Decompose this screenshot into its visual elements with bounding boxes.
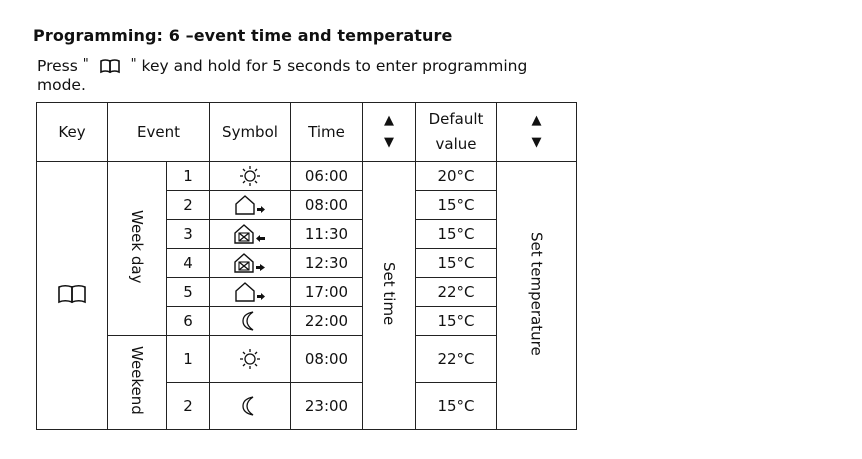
symbol-cell xyxy=(210,383,291,430)
return-home-icon xyxy=(210,223,290,245)
temp-cell: 15°C xyxy=(416,307,497,336)
header-row xyxy=(37,103,577,162)
moon-icon xyxy=(210,310,290,332)
temp-cell: 20°C xyxy=(416,162,497,191)
time-cell: 08:00 xyxy=(291,191,363,220)
event-num: 6 xyxy=(167,307,210,336)
temp-cell: 15°C xyxy=(416,220,497,249)
time-cell: 06:00 xyxy=(291,162,363,191)
weekend-group xyxy=(108,336,167,430)
symbol-cell xyxy=(210,220,291,249)
header-time-arrows xyxy=(363,103,416,162)
event-num: 5 xyxy=(167,278,210,307)
time-cell: 17:00 xyxy=(291,278,363,307)
weekend-label: Weekend xyxy=(128,346,146,415)
event-num: 2 xyxy=(167,191,210,220)
intro-text xyxy=(37,57,537,93)
weekday-label: Week day xyxy=(128,209,146,284)
header-symbol: Symbol xyxy=(210,103,291,162)
temp-cell: 15°C xyxy=(416,191,497,220)
table-row xyxy=(37,336,577,383)
set-temperature-cell xyxy=(497,162,577,430)
symbol-cell xyxy=(210,191,291,220)
event-num: 1 xyxy=(167,336,210,383)
temp-cell: 15°C xyxy=(416,249,497,278)
weekday-group xyxy=(108,162,167,336)
header-key: Key xyxy=(37,103,108,162)
event-num: 4 xyxy=(167,249,210,278)
time-cell: 08:00 xyxy=(291,336,363,383)
leave-home-icon xyxy=(210,194,290,216)
header-default-line1: Default xyxy=(428,110,484,128)
symbol-cell xyxy=(210,162,291,191)
page-title: Programming: 6 –event time and temperature xyxy=(33,26,453,45)
symbol-cell xyxy=(210,249,291,278)
header-temp-arrows xyxy=(497,103,577,162)
leave-return-home-icon xyxy=(210,252,290,274)
set-time-cell xyxy=(363,162,416,430)
event-num: 2 xyxy=(167,383,210,430)
time-cell: 12:30 xyxy=(291,249,363,278)
arrow-up-icon: ▲ xyxy=(384,113,394,128)
sun-icon xyxy=(210,165,290,187)
book-icon xyxy=(57,284,87,308)
temp-cell: 22°C xyxy=(416,336,497,383)
key-cell xyxy=(37,162,108,430)
time-cell: 23:00 xyxy=(291,383,363,430)
header-default-line2: value xyxy=(435,135,477,153)
symbol-cell xyxy=(210,336,291,383)
symbol-cell xyxy=(210,278,291,307)
symbol-cell xyxy=(210,307,291,336)
quote-close: " xyxy=(130,57,137,72)
leave-home-icon xyxy=(210,281,290,303)
event-num: 1 xyxy=(167,162,210,191)
time-cell: 22:00 xyxy=(291,307,363,336)
arrow-down-icon: ▼ xyxy=(531,135,542,150)
arrow-down-icon: ▼ xyxy=(384,135,394,150)
moon-icon xyxy=(210,395,290,417)
header-time: Time xyxy=(291,103,363,162)
intro-after: key and hold for 5 seconds to enter programming xyxy=(141,57,528,75)
header-default xyxy=(416,103,497,162)
arrow-up-icon: ▲ xyxy=(531,113,542,128)
intro-line2: mode. xyxy=(37,76,86,94)
program-table xyxy=(36,102,577,430)
time-cell: 11:30 xyxy=(291,220,363,249)
header-event: Event xyxy=(108,103,210,162)
set-temperature-label: Set temperature xyxy=(527,231,546,356)
sun-icon xyxy=(210,348,290,370)
temp-cell: 15°C xyxy=(416,383,497,430)
quote-open: " xyxy=(82,57,89,72)
set-time-label: Set time xyxy=(380,261,398,326)
intro-press: Press xyxy=(37,57,78,75)
book-icon xyxy=(99,58,121,77)
table-row xyxy=(37,162,577,191)
event-num: 3 xyxy=(167,220,210,249)
temp-cell: 22°C xyxy=(416,278,497,307)
